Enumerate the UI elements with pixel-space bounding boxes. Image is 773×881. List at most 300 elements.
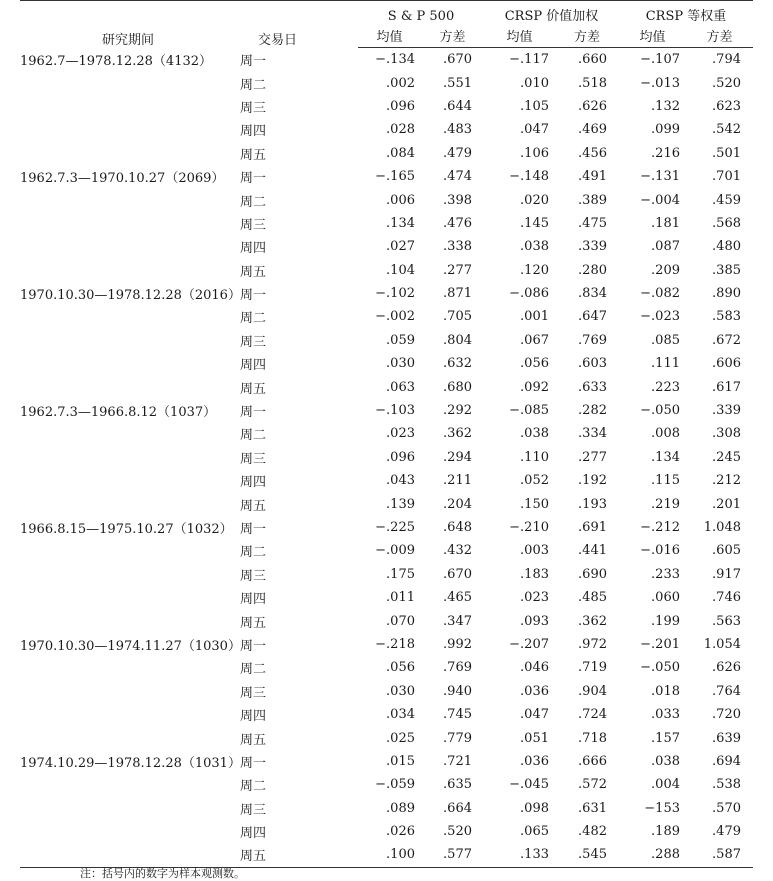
mean-value-cell: .223	[651, 379, 680, 395]
variance-value-cell: .724	[578, 707, 607, 723]
table-row	[20, 95, 753, 118]
variance-value-cell: .587	[686, 843, 753, 867]
period-cell	[20, 375, 236, 398]
variance-value-cell: .479	[712, 824, 741, 840]
mean-value-cell: .085	[651, 332, 680, 348]
mean-value-cell: .010	[520, 75, 549, 91]
variance-value-cell: .518	[578, 75, 607, 91]
mean-value-cell: −.103	[375, 403, 415, 419]
mean-value-cell: .003	[520, 543, 549, 559]
variance-value-cell: .563	[712, 613, 741, 629]
mean-value-cell: .099	[651, 122, 680, 138]
variance-value-cell: .631	[578, 800, 607, 816]
variance-value-cell: .769	[443, 660, 472, 676]
group-header-crsp-equal: CRSP 等权重	[619, 1, 753, 25]
period-cell	[20, 212, 236, 235]
mean-value-cell: −.023	[640, 309, 680, 325]
weekday-cell: 周三	[240, 685, 267, 701]
variance-value-cell: .193	[578, 496, 607, 512]
mean-value-cell: .084	[386, 145, 415, 161]
variance-value-cell: .465	[443, 590, 472, 606]
variance-value-cell: .480	[712, 239, 741, 255]
mean-value-cell: .038	[651, 753, 680, 769]
weekday-cell: 周一	[240, 755, 267, 771]
mean-value-cell: −.009	[375, 543, 415, 559]
variance-value-cell: .338	[443, 239, 472, 255]
variance-value-cell: .485	[578, 590, 607, 606]
variance-value-cell: .385	[712, 262, 741, 278]
mean-value-cell: .183	[520, 566, 549, 582]
variance-value-cell: .940	[443, 683, 472, 699]
period-cell	[20, 142, 236, 165]
variance-value-cell: .623	[712, 98, 741, 114]
mean-value-cell: −.207	[509, 636, 549, 652]
mean-value-cell: −.050	[640, 660, 680, 676]
mean-value-cell: −.013	[640, 75, 680, 91]
table-body	[20, 48, 753, 868]
variance-value-cell: .542	[712, 122, 741, 138]
mean-value-cell: −.117	[509, 52, 549, 68]
table-row	[20, 422, 753, 445]
mean-value-cell: −.045	[509, 777, 549, 793]
variance-value-cell: .280	[578, 262, 607, 278]
variance-value-cell: .890	[712, 286, 741, 302]
variance-value-cell: .475	[578, 215, 607, 231]
variance-value-cell: .339	[578, 239, 607, 255]
variance-value-cell: .538	[712, 777, 741, 793]
period-cell	[20, 469, 236, 492]
variance-value-cell: .720	[712, 707, 741, 723]
mean-value-cell: −.218	[375, 636, 415, 652]
period-cell	[20, 446, 236, 469]
variance-value-cell: .292	[443, 403, 472, 419]
table-row	[20, 469, 753, 492]
mean-value-cell: .096	[386, 449, 415, 465]
table-row	[20, 563, 753, 586]
mean-value-cell: .004	[651, 777, 680, 793]
weekday-cell: 周一	[240, 638, 267, 654]
variance-value-cell: .192	[578, 473, 607, 489]
mean-value-cell: .043	[386, 473, 415, 489]
weekday-cell: 周三	[240, 802, 267, 818]
table-row	[20, 446, 753, 469]
variance-value-cell: 1.048	[703, 520, 741, 535]
period-cell	[20, 235, 236, 258]
mean-value-cell: .175	[386, 566, 415, 582]
table-row	[20, 305, 753, 328]
weekday-cell: 周五	[240, 615, 267, 631]
mean-value-cell: −.201	[640, 636, 680, 652]
weekday-cell: 周一	[240, 288, 267, 304]
mean-value-cell: −.212	[640, 520, 680, 535]
table-row	[20, 259, 753, 282]
variance-value-cell: .389	[578, 192, 607, 208]
weekday-cell: 周四	[240, 241, 267, 257]
mean-value-cell: .047	[520, 707, 549, 723]
table-row	[20, 212, 753, 235]
mean-header: 均值	[358, 24, 421, 48]
period-cell: 1962.7—1978.12.28（4132）	[20, 53, 213, 69]
mean-value-cell: .145	[520, 215, 549, 231]
mean-value-cell: .157	[651, 730, 680, 746]
weekday-cell: 周一	[240, 171, 267, 187]
variance-value-cell: .441	[578, 543, 607, 559]
period-cell	[20, 118, 236, 141]
mean-value-cell: −.102	[375, 286, 415, 302]
table-row	[20, 399, 753, 422]
variance-value-cell: .769	[578, 332, 607, 348]
table-row	[20, 235, 753, 258]
variance-value-cell: .721	[443, 753, 472, 769]
mean-value-cell: .105	[520, 98, 549, 114]
mean-value-cell: .020	[520, 192, 549, 208]
variance-value-cell: .583	[712, 309, 741, 325]
variance-value-cell: .603	[578, 356, 607, 372]
variance-value-cell: .632	[443, 356, 472, 372]
mean-value-cell: .089	[386, 800, 415, 816]
mean-value-cell: .036	[520, 753, 549, 769]
mean-value-cell: .150	[520, 496, 549, 512]
variance-value-cell: .362	[578, 613, 607, 629]
group-header-sp500: S & P 500	[358, 1, 484, 25]
variance-value-cell: .520	[443, 824, 472, 840]
day-column-header: 交易日	[236, 1, 358, 48]
mean-header: 均值	[619, 24, 686, 48]
mean-value-cell: .111	[651, 356, 680, 372]
table-row	[20, 329, 753, 352]
variance-value-cell: .211	[443, 473, 472, 489]
weekday-cell: 周二	[240, 428, 267, 444]
period-cell	[20, 797, 236, 820]
group-header-crsp-value: CRSP 价值加权	[484, 1, 619, 25]
table-row	[20, 656, 753, 679]
table-row	[20, 375, 753, 398]
mean-value-cell: .046	[520, 660, 549, 676]
weekday-cell: 周二	[240, 194, 267, 210]
period-cell	[20, 329, 236, 352]
mean-header: 均值	[484, 24, 555, 48]
mean-value-cell: .001	[520, 309, 549, 325]
variance-value-cell: .469	[578, 122, 607, 138]
weekday-cell: 周四	[240, 124, 267, 140]
table-row	[20, 680, 753, 703]
variance-value-cell: .501	[712, 145, 741, 161]
table-row	[20, 352, 753, 375]
mean-value-cell: .002	[386, 75, 415, 91]
mean-value-cell: −.004	[640, 192, 680, 208]
variance-value-cell: .479	[443, 145, 472, 161]
mean-value-cell: −.085	[509, 403, 549, 419]
weekday-cell: 周一	[240, 53, 267, 69]
weekday-cell: 周一	[240, 522, 267, 537]
period-cell	[20, 259, 236, 282]
variance-value-cell: .690	[578, 566, 607, 582]
period-column-header: 研究期间	[20, 1, 236, 48]
weekday-cell: 周二	[240, 662, 267, 678]
variance-value-cell: .545	[555, 843, 619, 867]
mean-value-cell: .026	[386, 824, 415, 840]
variance-value-cell: .362	[443, 426, 472, 442]
variance-header: 方差	[686, 24, 753, 48]
period-cell	[20, 820, 236, 843]
period-cell: 1962.7.3—1970.10.27（2069）	[20, 171, 225, 187]
variance-value-cell: .605	[712, 543, 741, 559]
table-row	[20, 586, 753, 609]
weekday-cell: 周四	[240, 709, 267, 725]
mean-value-cell: .092	[520, 379, 549, 395]
weekday-cell: 周五	[240, 498, 267, 514]
table-row	[20, 843, 753, 867]
weekday-cell: 周五	[240, 147, 267, 163]
table-row	[20, 188, 753, 211]
weekday-cell: 周三	[240, 568, 267, 584]
period-cell	[20, 843, 236, 867]
mean-value-cell: −.086	[509, 286, 549, 302]
table-row	[20, 633, 753, 656]
mean-value-cell: −.134	[375, 52, 415, 68]
mean-value-cell: .139	[386, 496, 415, 512]
variance-value-cell: .308	[712, 426, 741, 442]
period-cell	[20, 71, 236, 94]
variance-value-cell: .617	[712, 379, 741, 395]
mean-value-cell: −.165	[375, 169, 415, 185]
mean-value-cell: .067	[520, 332, 549, 348]
variance-value-cell: .917	[712, 566, 741, 582]
variance-value-cell: .245	[712, 449, 741, 465]
table-row	[20, 118, 753, 141]
mean-value-cell: .006	[386, 192, 415, 208]
variance-value-cell: .680	[443, 379, 472, 395]
period-cell	[20, 703, 236, 726]
variance-value-cell: .794	[712, 52, 741, 68]
mean-value-cell: .038	[520, 426, 549, 442]
variance-value-cell: .719	[578, 660, 607, 676]
variance-value-cell: .474	[443, 169, 472, 185]
mean-value-cell: −.082	[640, 286, 680, 302]
weekday-cell: 周二	[240, 779, 267, 795]
variance-header: 方差	[555, 24, 619, 48]
mean-value-cell: .023	[520, 590, 549, 606]
variance-value-cell: .834	[578, 286, 607, 302]
variance-value-cell: .277	[443, 262, 472, 278]
table-row	[20, 71, 753, 94]
mean-value-cell: .027	[386, 239, 415, 255]
mean-value-cell: .023	[386, 426, 415, 442]
variance-value-cell: .551	[443, 75, 472, 91]
variance-value-cell: .482	[578, 824, 607, 840]
variance-value-cell: .672	[712, 332, 741, 348]
mean-value-cell: .015	[386, 753, 415, 769]
period-cell: 1974.10.29—1978.12.28（1031）	[20, 755, 241, 771]
period-cell	[20, 492, 236, 515]
table-row	[20, 142, 753, 165]
period-cell	[20, 609, 236, 632]
table-row	[20, 750, 753, 773]
mean-value-cell: .115	[651, 473, 680, 489]
mean-value-cell: .025	[386, 730, 415, 746]
weekday-cell: 周二	[240, 311, 267, 327]
variance-value-cell: .334	[578, 426, 607, 442]
variance-value-cell: .212	[712, 473, 741, 489]
variance-value-cell: .459	[712, 192, 741, 208]
variance-value-cell: .572	[578, 777, 607, 793]
variance-value-cell: .660	[578, 52, 607, 68]
period-cell	[20, 305, 236, 328]
variance-value-cell: .648	[443, 520, 472, 535]
variance-value-cell: .347	[443, 613, 472, 629]
mean-value-cell: .030	[386, 356, 415, 372]
mean-value-cell: .052	[520, 473, 549, 489]
variance-value-cell: .577	[421, 843, 484, 867]
variance-value-cell: .972	[578, 636, 607, 652]
variance-value-cell: .644	[443, 98, 472, 114]
mean-value-cell: .288	[619, 843, 686, 867]
variance-value-cell: .456	[578, 145, 607, 161]
variance-value-cell: .606	[712, 356, 741, 372]
variance-value-cell: .635	[443, 777, 472, 793]
variance-value-cell: .491	[578, 169, 607, 185]
variance-value-cell: .633	[578, 379, 607, 395]
mean-value-cell: −.107	[640, 52, 680, 68]
period-cell	[20, 586, 236, 609]
period-cell: 1966.8.15—1975.10.27（1032）	[20, 522, 233, 537]
variance-value-cell: .691	[578, 520, 607, 535]
variance-value-cell: .626	[712, 660, 741, 676]
variance-value-cell: .626	[578, 98, 607, 114]
period-cell	[20, 680, 236, 703]
weekday-returns-table	[20, 0, 753, 868]
variance-value-cell: .339	[712, 403, 741, 419]
variance-value-cell: .277	[578, 449, 607, 465]
variance-value-cell: .520	[712, 75, 741, 91]
mean-value-cell: .056	[386, 660, 415, 676]
table-row	[20, 609, 753, 632]
period-cell: 1970.10.30—1974.11.27（1030）	[20, 638, 241, 654]
weekday-cell: 周四	[240, 592, 267, 608]
mean-value-cell: .056	[520, 356, 549, 372]
table-row	[20, 703, 753, 726]
period-cell	[20, 95, 236, 118]
mean-value-cell: .132	[651, 98, 680, 114]
mean-value-cell: .093	[520, 613, 549, 629]
mean-value-cell: .047	[520, 122, 549, 138]
variance-value-cell: .483	[443, 122, 472, 138]
variance-value-cell: .670	[443, 566, 472, 582]
period-cell: 1970.10.30—1978.12.28（2016）	[20, 288, 241, 304]
mean-value-cell: −.002	[375, 309, 415, 325]
mean-value-cell: .038	[520, 239, 549, 255]
variance-value-cell: .282	[578, 403, 607, 419]
period-cell	[20, 539, 236, 562]
table-footnote: 注：括号内的数字为样本观测数。	[80, 867, 245, 880]
weekday-cell: 周一	[240, 405, 267, 421]
variance-value-cell: .745	[443, 707, 472, 723]
mean-value-cell: .063	[386, 379, 415, 395]
weekday-cell: 周二	[240, 545, 267, 561]
table-header	[20, 1, 753, 48]
mean-value-cell: −153	[644, 800, 680, 816]
variance-value-cell: .694	[712, 753, 741, 769]
weekday-cell: 周四	[240, 826, 267, 842]
mean-value-cell: .104	[386, 262, 415, 278]
table-row	[20, 773, 753, 796]
mean-value-cell: .060	[651, 590, 680, 606]
table-row	[20, 165, 753, 188]
mean-value-cell: .216	[651, 145, 680, 161]
period-cell	[20, 656, 236, 679]
mean-value-cell: .034	[386, 707, 415, 723]
mean-value-cell: .120	[520, 262, 549, 278]
mean-value-cell: .051	[520, 730, 549, 746]
table-row	[20, 48, 753, 72]
mean-value-cell: .070	[386, 613, 415, 629]
variance-value-cell: .804	[443, 332, 472, 348]
mean-value-cell: .219	[651, 496, 680, 512]
mean-value-cell: .087	[651, 239, 680, 255]
mean-value-cell: .106	[520, 145, 549, 161]
period-cell	[20, 563, 236, 586]
mean-value-cell: .018	[651, 683, 680, 699]
mean-value-cell: .096	[386, 98, 415, 114]
mean-value-cell: .199	[651, 613, 680, 629]
mean-value-cell: −.225	[375, 520, 415, 535]
period-cell: 1962.7.3—1966.8.12（1037）	[20, 405, 217, 421]
variance-value-cell: .294	[443, 449, 472, 465]
weekday-cell: 周五	[240, 732, 267, 748]
period-cell	[20, 773, 236, 796]
variance-value-cell: .647	[578, 309, 607, 325]
table-row	[20, 820, 753, 843]
weekday-cell: 周三	[240, 100, 267, 116]
weekday-cell: 周四	[240, 475, 267, 491]
mean-value-cell: .011	[386, 590, 415, 606]
table-row	[20, 282, 753, 305]
mean-value-cell: .181	[651, 215, 680, 231]
mean-value-cell: .030	[386, 683, 415, 699]
weekday-cell: 周四	[240, 358, 267, 374]
mean-value-cell: .036	[520, 683, 549, 699]
mean-value-cell: .134	[386, 215, 415, 231]
variance-value-cell: .779	[443, 730, 472, 746]
mean-value-cell: .065	[520, 824, 549, 840]
variance-header: 方差	[421, 24, 484, 48]
variance-value-cell: .701	[712, 169, 741, 185]
weekday-cell: 周三	[240, 334, 267, 350]
variance-value-cell: .476	[443, 215, 472, 231]
mean-value-cell: .110	[520, 449, 549, 465]
mean-value-cell: .189	[651, 824, 680, 840]
mean-value-cell: .100	[358, 843, 421, 867]
variance-value-cell: .204	[443, 496, 472, 512]
weekday-cell: 周五	[240, 264, 267, 280]
variance-value-cell: .398	[443, 192, 472, 208]
mean-value-cell: −.016	[640, 543, 680, 559]
mean-value-cell: −.148	[509, 169, 549, 185]
variance-value-cell: .746	[712, 590, 741, 606]
weekday-cell: 周三	[240, 451, 267, 467]
variance-value-cell: .764	[712, 683, 741, 699]
variance-value-cell: .201	[712, 496, 741, 512]
mean-value-cell: −.059	[375, 777, 415, 793]
mean-value-cell: .134	[651, 449, 680, 465]
period-cell	[20, 352, 236, 375]
period-cell	[20, 726, 236, 749]
variance-value-cell: .904	[578, 683, 607, 699]
mean-value-cell: .028	[386, 122, 415, 138]
mean-value-cell: .059	[386, 332, 415, 348]
weekday-cell: 周二	[240, 77, 267, 93]
variance-value-cell: .664	[443, 800, 472, 816]
